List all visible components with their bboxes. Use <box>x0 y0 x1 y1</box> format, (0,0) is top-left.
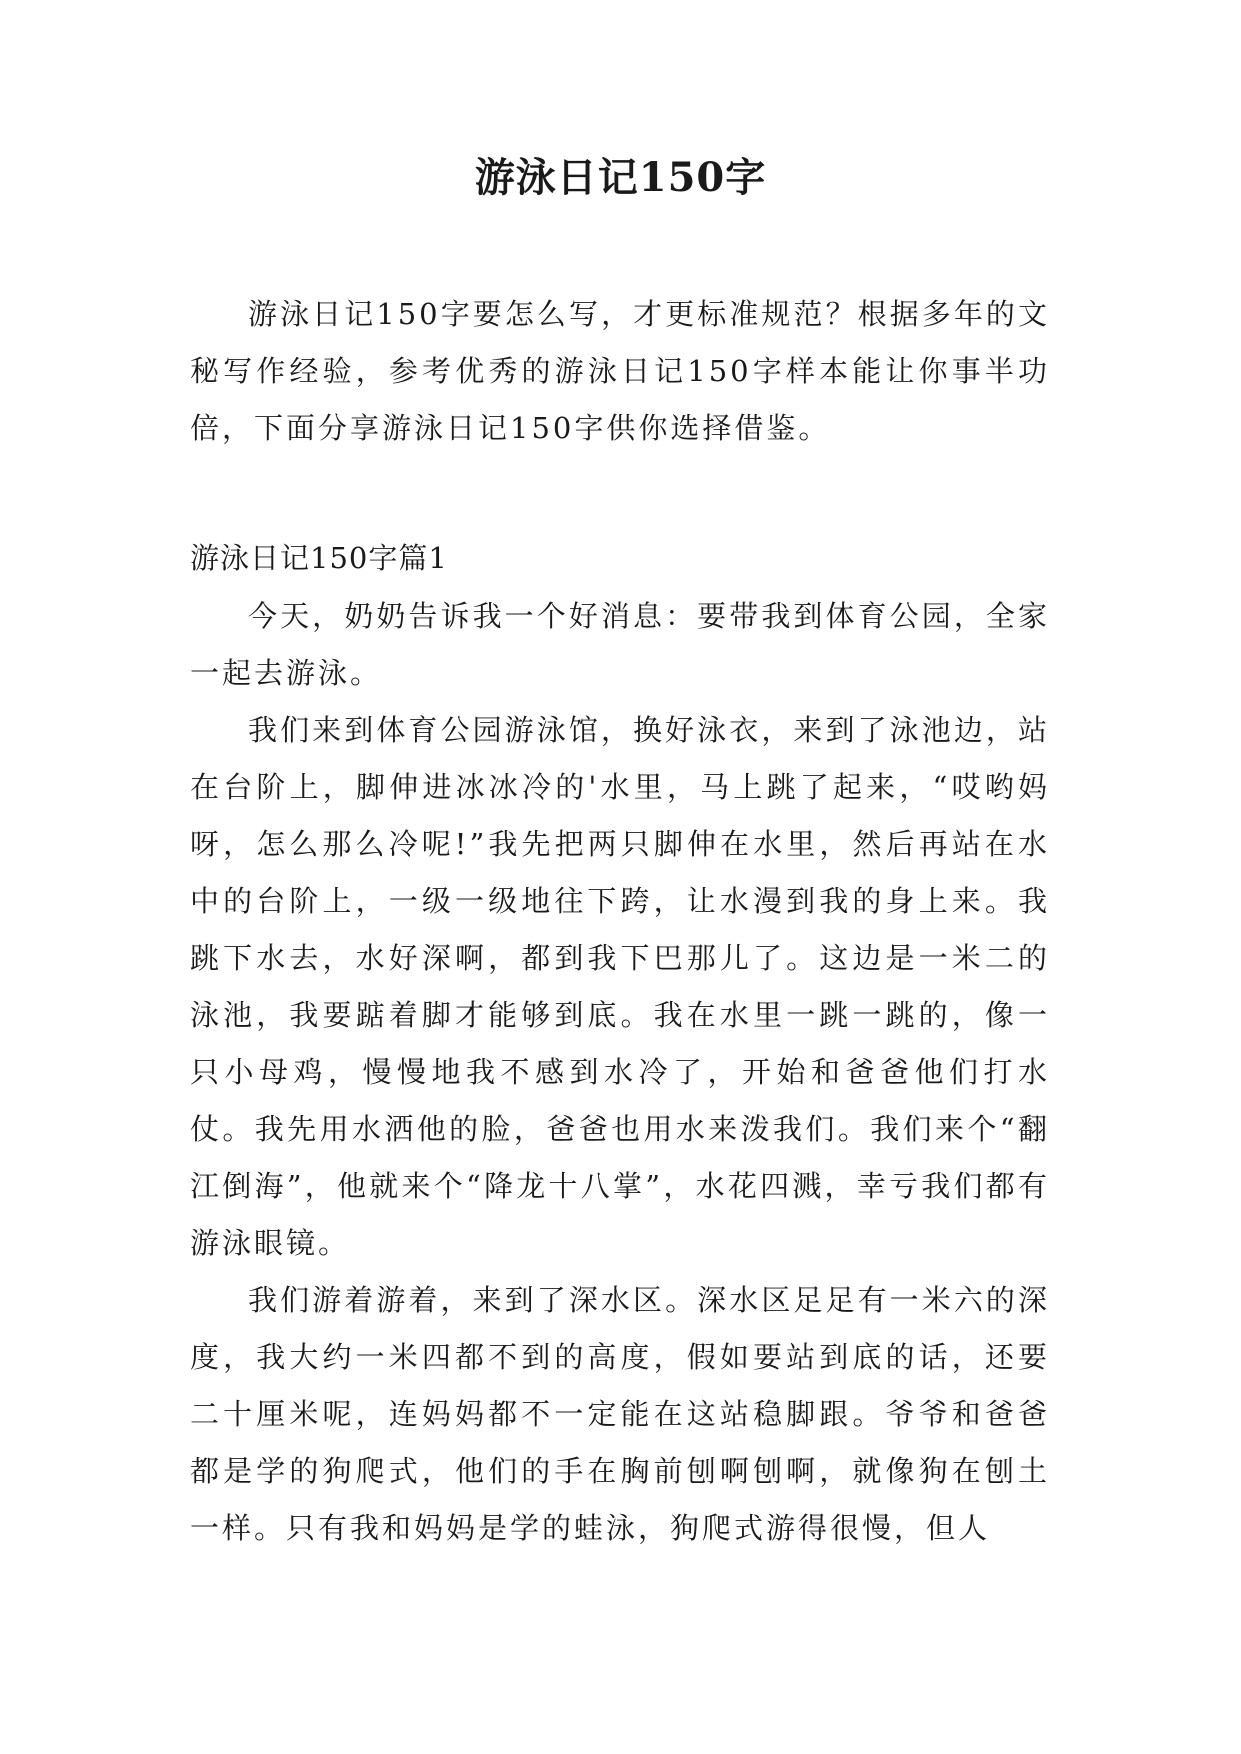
body-paragraph-2: 我们来到体育公园游泳馆，换好泳衣，来到了泳池边，站在台阶上，脚伸进冰冰冷的'水里，马上跳了起来，“哎哟妈呀，怎么那么冷呢!”我先把两只脚伸在水里，然后再站在水中的台阶上，一级一级地往下跨，让水漫到我的身上来。我跳下水去，水好深啊，都到我下巴那儿了。这边是一米二的泳池，我要踮着脚才能够到底。我在水里一跳一跳的，像一只小母鸡，慢慢地我不感到水冷了，开始和爸爸他们打水仗。我先用水洒他的脸，爸爸也用水来泼我们。我们来个“翻江倒海”，他就来个“降龙十八掌”，水花四溅，幸亏我们都有游泳眼镜。 <box>190 713 1050 1260</box>
section-heading: 游泳日记150字篇1 <box>190 541 448 575</box>
body-paragraph-3: 我们游着游着，来到了深水区。深水区足足有一米六的深度，我大约一米四都不到的高度，假如要站到底的话，还要二十厘米呢，连妈妈都不一定能在这站稳脚跟。爷爷和爸爸都是学的狗爬式，他们的手在胸前刨啊刨啊，就像狗在刨土一样。只有我和妈妈是学的蛙泳，狗爬式游得很慢，但人 <box>190 1283 1050 1545</box>
body-paragraph-1: 今天，奶奶告诉我一个好消息：要带我到体育公园，全家一起去游泳。 <box>190 599 1050 690</box>
intro-paragraph: 游泳日记150字要怎么写，才更标准规范？根据多年的文秘写作经验，参考优秀的游泳日记150字样本能让你事半功倍，下面分享游泳日记150字供你选择借鉴。 <box>190 297 1050 445</box>
page-title: 游泳日记150字 <box>474 154 767 201</box>
